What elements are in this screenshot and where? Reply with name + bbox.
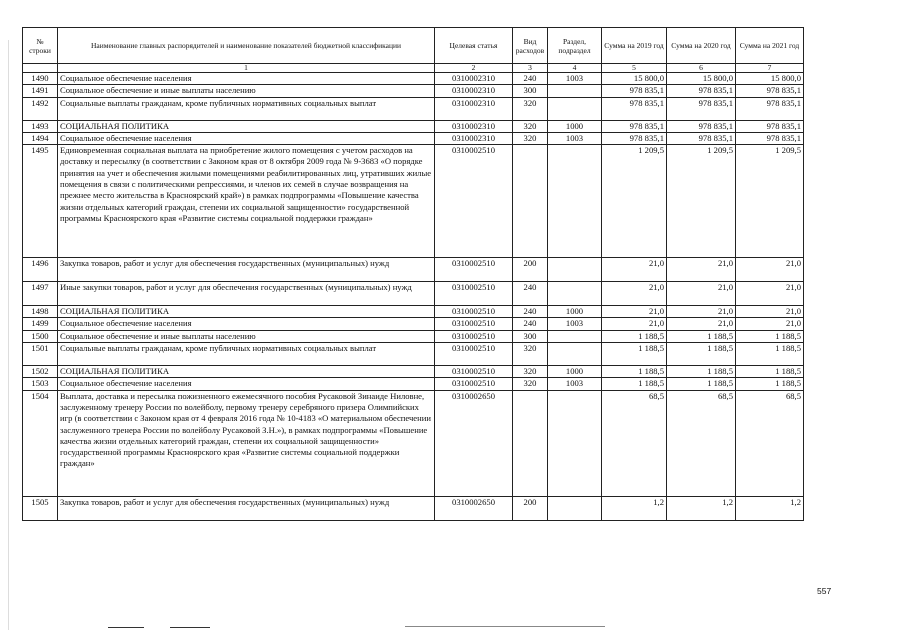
sum-2019: 978 835,1 bbox=[602, 85, 667, 97]
col-number: 2 bbox=[435, 64, 513, 73]
sum-2020: 21,0 bbox=[667, 282, 736, 306]
target-article: 0310002310 bbox=[435, 73, 513, 85]
section-subsection: 1003 bbox=[548, 73, 602, 85]
table-row bbox=[23, 258, 804, 282]
sum-2021: 21,0 bbox=[736, 282, 804, 306]
sum-2021: 21,0 bbox=[736, 318, 804, 330]
indicator-name: Социальное обеспечение населения bbox=[58, 132, 435, 144]
target-article: 0310002510 bbox=[435, 318, 513, 330]
section-subsection: 1003 bbox=[548, 378, 602, 390]
target-article: 0310002510 bbox=[435, 306, 513, 318]
section-subsection: 1003 bbox=[548, 318, 602, 330]
row-number: 1501 bbox=[23, 343, 58, 366]
header-sum-2020: Сумма на 2020 год bbox=[667, 28, 736, 64]
row-number: 1490 bbox=[23, 73, 58, 85]
budget-table bbox=[22, 27, 804, 521]
section-subsection bbox=[548, 282, 602, 306]
col-number: 6 bbox=[667, 64, 736, 73]
row-number: 1495 bbox=[23, 145, 58, 258]
indicator-name: Выплата, доставка и пересылка пожизненного ежемесячного пособия Русаковой Зинаиде Ниловне, заслуженному тренеру России по волейболу, первому тренеру серебряного призера Олимпийских игр (в соответствии с Законом края от 4 февраля 2016 года № 10-4183 «О материальном обеспечении заслуженного тренера России по волейболу Русаковой З.Н.»), в рамках подпрограммы «Повышение качества жизни отдельных категорий граждан, степени их социальной защищенности» государственной программы Красноярского края «Развитие системы социальной поддержки граждан» bbox=[58, 390, 435, 496]
target-article: 0310002510 bbox=[435, 145, 513, 258]
header-row-num: № строки bbox=[23, 28, 58, 64]
row-number: 1492 bbox=[23, 97, 58, 120]
sum-2020: 68,5 bbox=[667, 390, 736, 496]
sum-2020: 21,0 bbox=[667, 306, 736, 318]
row-number: 1503 bbox=[23, 378, 58, 390]
row-number: 1493 bbox=[23, 120, 58, 132]
target-article: 0310002510 bbox=[435, 378, 513, 390]
indicator-name: Социальное обеспечение населения bbox=[58, 73, 435, 85]
table-row bbox=[23, 318, 804, 330]
section-subsection bbox=[548, 390, 602, 496]
expense-type: 320 bbox=[513, 343, 548, 366]
expense-type: 240 bbox=[513, 318, 548, 330]
table-row bbox=[23, 97, 804, 120]
indicator-name: Социальные выплаты гражданам, кроме публичных нормативных социальных выплат bbox=[58, 343, 435, 366]
expense-type: 240 bbox=[513, 73, 548, 85]
page-number: 557 bbox=[817, 586, 832, 596]
sum-2021: 978 835,1 bbox=[736, 132, 804, 144]
section-subsection bbox=[548, 258, 602, 282]
row-number: 1505 bbox=[23, 496, 58, 520]
target-article: 0310002510 bbox=[435, 366, 513, 378]
expense-type: 320 bbox=[513, 378, 548, 390]
sum-2021: 978 835,1 bbox=[736, 97, 804, 120]
indicator-name: Иные закупки товаров, работ и услуг для обеспечения государственных (муниципальных) нужд bbox=[58, 282, 435, 306]
scan-mark bbox=[108, 627, 144, 628]
section-subsection bbox=[548, 97, 602, 120]
col-number: 5 bbox=[602, 64, 667, 73]
target-article: 0310002650 bbox=[435, 496, 513, 520]
indicator-name: Социальное обеспечение и иные выплаты населению bbox=[58, 85, 435, 97]
section-subsection bbox=[548, 343, 602, 366]
sum-2019: 15 800,0 bbox=[602, 73, 667, 85]
table-row bbox=[23, 343, 804, 366]
row-number: 1500 bbox=[23, 330, 58, 342]
sum-2019: 21,0 bbox=[602, 258, 667, 282]
expense-type: 200 bbox=[513, 496, 548, 520]
sum-2021: 1 188,5 bbox=[736, 366, 804, 378]
sum-2021: 21,0 bbox=[736, 306, 804, 318]
col-number bbox=[23, 64, 58, 73]
table-row bbox=[23, 306, 804, 318]
indicator-name: СОЦИАЛЬНАЯ ПОЛИТИКА bbox=[58, 366, 435, 378]
sum-2019: 1,2 bbox=[602, 496, 667, 520]
expense-type: 300 bbox=[513, 85, 548, 97]
section-subsection: 1003 bbox=[548, 132, 602, 144]
section-subsection: 1000 bbox=[548, 120, 602, 132]
sum-2020: 1,2 bbox=[667, 496, 736, 520]
sum-2020: 1 188,5 bbox=[667, 330, 736, 342]
col-number: 7 bbox=[736, 64, 804, 73]
indicator-name: Закупка товаров, работ и услуг для обеспечения государственных (муниципальных) нужд bbox=[58, 258, 435, 282]
table-row bbox=[23, 366, 804, 378]
indicator-name: Социальное обеспечение и иные выплаты населению bbox=[58, 330, 435, 342]
table-row bbox=[23, 132, 804, 144]
sum-2019: 1 209,5 bbox=[602, 145, 667, 258]
sum-2019: 1 188,5 bbox=[602, 343, 667, 366]
row-number: 1504 bbox=[23, 390, 58, 496]
scan-mark bbox=[405, 626, 605, 627]
expense-type: 320 bbox=[513, 97, 548, 120]
scan-edge bbox=[8, 40, 9, 630]
sum-2021: 978 835,1 bbox=[736, 85, 804, 97]
sum-2021: 1 188,5 bbox=[736, 378, 804, 390]
target-article: 0310002310 bbox=[435, 85, 513, 97]
header-row bbox=[23, 28, 804, 64]
indicator-name: Социальное обеспечение населения bbox=[58, 378, 435, 390]
expense-type: 200 bbox=[513, 258, 548, 282]
section-subsection: 1000 bbox=[548, 366, 602, 378]
sum-2020: 21,0 bbox=[667, 258, 736, 282]
header-razdel: Раздел, подраздел bbox=[548, 28, 602, 64]
row-number: 1494 bbox=[23, 132, 58, 144]
section-subsection bbox=[548, 85, 602, 97]
sum-2019: 68,5 bbox=[602, 390, 667, 496]
section-subsection bbox=[548, 145, 602, 258]
table-row bbox=[23, 120, 804, 132]
table-row bbox=[23, 378, 804, 390]
indicator-name: Социальное обеспечение населения bbox=[58, 318, 435, 330]
indicator-name: Закупка товаров, работ и услуг для обеспечения государственных (муниципальных) нужд bbox=[58, 496, 435, 520]
sum-2020: 978 835,1 bbox=[667, 132, 736, 144]
target-article: 0310002310 bbox=[435, 120, 513, 132]
sum-2021: 1 188,5 bbox=[736, 330, 804, 342]
row-number: 1497 bbox=[23, 282, 58, 306]
sum-2020: 21,0 bbox=[667, 318, 736, 330]
expense-type: 300 bbox=[513, 330, 548, 342]
sum-2021: 21,0 bbox=[736, 258, 804, 282]
col-number: 1 bbox=[58, 64, 435, 73]
header-sum-2019: Сумма на 2019 год bbox=[602, 28, 667, 64]
sum-2020: 978 835,1 bbox=[667, 97, 736, 120]
sum-2019: 21,0 bbox=[602, 318, 667, 330]
row-number: 1498 bbox=[23, 306, 58, 318]
sum-2020: 978 835,1 bbox=[667, 120, 736, 132]
sum-2019: 978 835,1 bbox=[602, 120, 667, 132]
target-article: 0310002510 bbox=[435, 282, 513, 306]
indicator-name: Единовременная социальная выплата на приобретение жилого помещения с учетом расходов на доставку и пересылку (в соответствии с Законом края от 8 октября 2009 года № 9-3683 «О порядке принятия на учет и обеспечения жилыми помещениями реабилитированных лиц, утративших жилые помещения в связи с политическими репрессиями, и членов их семей в случае возвращения на прежнее место жительства в Красноярский край») в рамках подпрограммы «Повышение качества жизни отдельных категорий граждан, степени их социальной защищенности» государственной программы Красноярского края «Развитие системы социальной поддержки граждан» bbox=[58, 145, 435, 258]
target-article: 0310002510 bbox=[435, 258, 513, 282]
sum-2019: 1 188,5 bbox=[602, 330, 667, 342]
indicator-name: СОЦИАЛЬНАЯ ПОЛИТИКА bbox=[58, 306, 435, 318]
sum-2021: 1 209,5 bbox=[736, 145, 804, 258]
sum-2020: 1 188,5 bbox=[667, 366, 736, 378]
sum-2020: 15 800,0 bbox=[667, 73, 736, 85]
sum-2019: 978 835,1 bbox=[602, 132, 667, 144]
sum-2019: 978 835,1 bbox=[602, 97, 667, 120]
col-number: 3 bbox=[513, 64, 548, 73]
table-row bbox=[23, 145, 804, 258]
sum-2019: 1 188,5 bbox=[602, 366, 667, 378]
sum-2019: 21,0 bbox=[602, 282, 667, 306]
expense-type bbox=[513, 145, 548, 258]
sum-2021: 1,2 bbox=[736, 496, 804, 520]
sum-2020: 1 188,5 bbox=[667, 378, 736, 390]
expense-type: 240 bbox=[513, 282, 548, 306]
row-number: 1491 bbox=[23, 85, 58, 97]
row-number: 1502 bbox=[23, 366, 58, 378]
sum-2021: 1 188,5 bbox=[736, 343, 804, 366]
header-name: Наименование главных распорядителей и наименование показателей бюджетной классификации bbox=[58, 28, 435, 64]
target-article: 0310002310 bbox=[435, 132, 513, 144]
section-subsection bbox=[548, 330, 602, 342]
section-subsection: 1000 bbox=[548, 306, 602, 318]
target-article: 0310002510 bbox=[435, 343, 513, 366]
header-target: Целевая статья bbox=[435, 28, 513, 64]
expense-type: 320 bbox=[513, 132, 548, 144]
sum-2021: 15 800,0 bbox=[736, 73, 804, 85]
scan-mark bbox=[170, 627, 210, 628]
indicator-name: СОЦИАЛЬНАЯ ПОЛИТИКА bbox=[58, 120, 435, 132]
table-row bbox=[23, 85, 804, 97]
sum-2020: 1 209,5 bbox=[667, 145, 736, 258]
sum-2019: 1 188,5 bbox=[602, 378, 667, 390]
col-number: 4 bbox=[548, 64, 602, 73]
table-body bbox=[23, 73, 804, 521]
expense-type: 240 bbox=[513, 306, 548, 318]
expense-type: 320 bbox=[513, 366, 548, 378]
indicator-name: Социальные выплаты гражданам, кроме публичных нормативных социальных выплат bbox=[58, 97, 435, 120]
header-sum-2021: Сумма на 2021 год bbox=[736, 28, 804, 64]
sum-2021: 978 835,1 bbox=[736, 120, 804, 132]
section-subsection bbox=[548, 496, 602, 520]
table-row bbox=[23, 330, 804, 342]
target-article: 0310002650 bbox=[435, 390, 513, 496]
table-row bbox=[23, 73, 804, 85]
sum-2020: 978 835,1 bbox=[667, 85, 736, 97]
table-row bbox=[23, 496, 804, 520]
expense-type bbox=[513, 390, 548, 496]
table-row bbox=[23, 282, 804, 306]
column-number-row bbox=[23, 64, 804, 73]
sum-2020: 1 188,5 bbox=[667, 343, 736, 366]
expense-type: 320 bbox=[513, 120, 548, 132]
row-number: 1499 bbox=[23, 318, 58, 330]
header-vid: Вид расходов bbox=[513, 28, 548, 64]
table-row bbox=[23, 390, 804, 496]
row-number: 1496 bbox=[23, 258, 58, 282]
target-article: 0310002510 bbox=[435, 330, 513, 342]
target-article: 0310002310 bbox=[435, 97, 513, 120]
sum-2021: 68,5 bbox=[736, 390, 804, 496]
sum-2019: 21,0 bbox=[602, 306, 667, 318]
